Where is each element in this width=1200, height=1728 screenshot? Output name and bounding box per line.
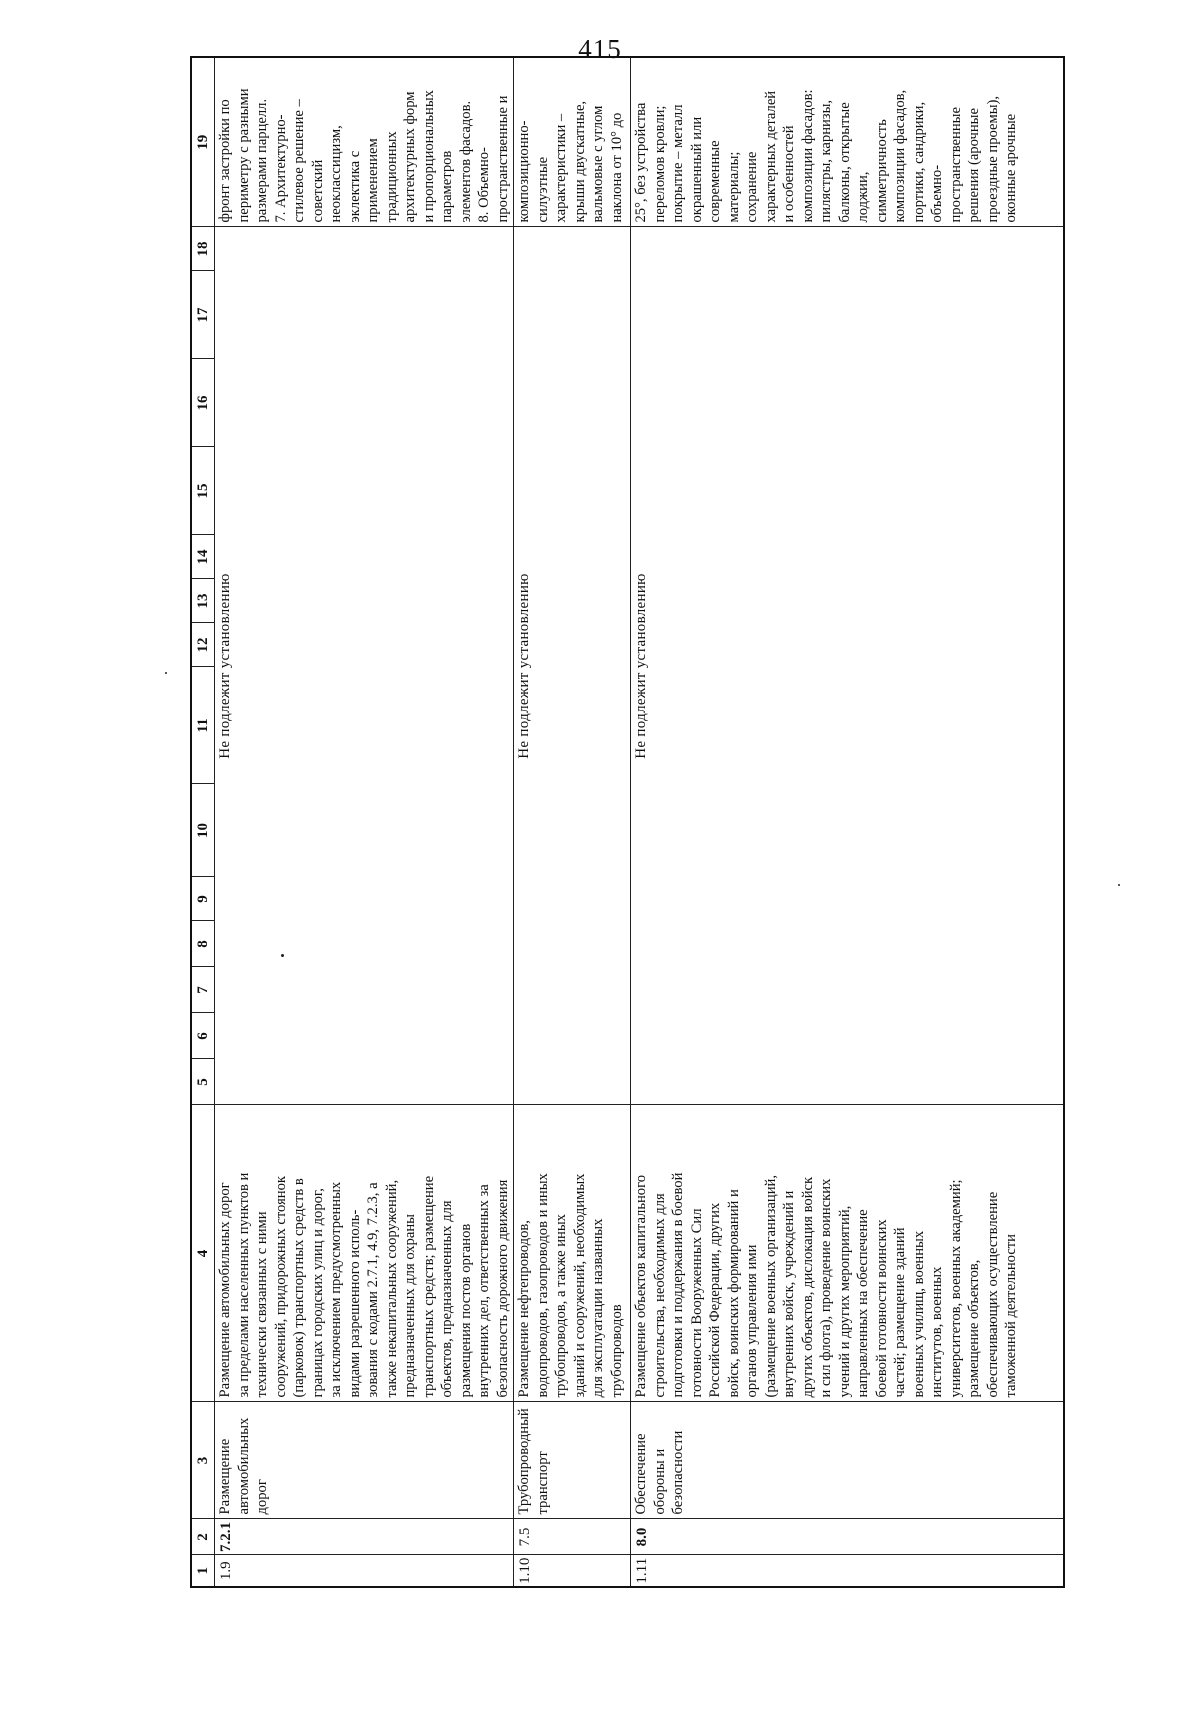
row-note: Не подлежит установлению: [514, 227, 631, 1105]
column-header-5: 5: [191, 1059, 215, 1105]
row-code: 7.5: [514, 1519, 631, 1555]
column-header-3: 3: [191, 1402, 215, 1519]
table-row: [514, 57, 631, 1587]
column-19-text: фронт застройки по периметру с разными размерами парцелл. 7. Архитектурно- стилевое решение – советский неоклассицизм, эклектика с применением традиционных архитектурных форм и пропорциональных параметров элементов фасадов. 8. Объемно- пространственные и: [215, 57, 514, 227]
row-name: Размещение автомобильных дорог: [215, 1402, 514, 1519]
column-header-10: 10: [191, 784, 215, 877]
row-number: 1.11: [631, 1555, 1064, 1587]
row-code: 8.0: [631, 1519, 1064, 1555]
page-number: 415: [578, 34, 622, 64]
row-name: Трубопроводный транспорт: [514, 1402, 631, 1519]
column-header-2: 2: [191, 1519, 215, 1555]
row-description: Размещение автомобильных дорог за пределами населенных пунктов и технически связанных с ними сооружений, придорожных стоянок (парковок) транспортных средств в границах городских улиц и дорог, за исключением предусмотренных видами разрешенного исполь- зования с кодами 2.7.1, 4.9, 7.2.3, а также некапитальных сооружений, предназначенных для охраны транспортных средств; размещение объектов, предназначенных для размещения постов органов внутренних дел, ответственных за безопасность дорожного движения: [215, 1105, 514, 1402]
column-header-12: 12: [191, 623, 215, 667]
column-header-17: 17: [191, 271, 215, 359]
column-header-6: 6: [191, 1013, 215, 1059]
row-code: 7.2.1: [215, 1519, 514, 1555]
row-note: Не подлежит установлению: [631, 227, 1064, 1105]
column-header-18: 18: [191, 227, 215, 271]
column-header-9: 9: [191, 877, 215, 921]
scan-speck: [281, 954, 284, 957]
column-header-13: 13: [191, 579, 215, 623]
column-header-4: 4: [191, 1105, 215, 1402]
column-header-1: 1: [191, 1555, 215, 1587]
row-number: 1.9: [215, 1555, 514, 1587]
column-19-text: композиционно- силуэтные характеристики – крыши двускатные, вальмовые с углом наклона от 10° до: [514, 57, 631, 227]
column-header-14: 14: [191, 535, 215, 579]
rotated-table-wrapper: [190, 88, 1030, 1588]
row-note: Не подлежит установлению: [215, 227, 514, 1105]
table-row: [631, 57, 1064, 1587]
column-19-text: 25°, без устройства переломов кровли; покрытие – металл окрашенный или современные материалы; сохранение характерных деталей и особенностей композиции фасадов: пилястры, карнизы, балконы, открытые лоджии, симметричность композиции фасадов, портики, сандрики, объемно- пространственные решения (арочные проездные проемы), оконные арочные: [631, 57, 1064, 227]
column-number-header-row: [191, 57, 215, 1587]
column-header-16: 16: [191, 359, 215, 447]
column-header-8: 8: [191, 921, 215, 967]
column-header-7: 7: [191, 967, 215, 1013]
row-description: Размещение нефтепроводов, водопроводов, газопроводов и иных трубопроводов, а также иных зданий и сооружений, необходимых для эксплуатации названных трубопроводов: [514, 1105, 631, 1402]
column-header-15: 15: [191, 447, 215, 535]
scan-speck: [1118, 884, 1120, 886]
table-row: [215, 57, 514, 1587]
row-name: Обеспечение обороны и безопасности: [631, 1402, 1064, 1519]
column-header-11: 11: [191, 667, 215, 784]
zoning-table: [190, 56, 1065, 1588]
column-header-19: 19: [191, 57, 215, 227]
row-number: 1.10: [514, 1555, 631, 1587]
scan-speck: [165, 672, 167, 674]
row-description: Размещение объектов капитального строительства, необходимых для подготовки и поддержания в боевой готовности Вооруженных Сил Российской Федерации, других войск, воинских формирований и органов управления ими (размещение военных организаций, внутренних войск, учреждений и других объектов, дислокация войск и сил флота), проведение воинских учений и других мероприятий, направленных на обеспечение боевой готовности воинских частей; размещение зданий военных училищ, военных институтов, военных университетов, военных академий; размещение объектов, обеспечивающих осуществление таможенной деятельности: [631, 1105, 1064, 1402]
